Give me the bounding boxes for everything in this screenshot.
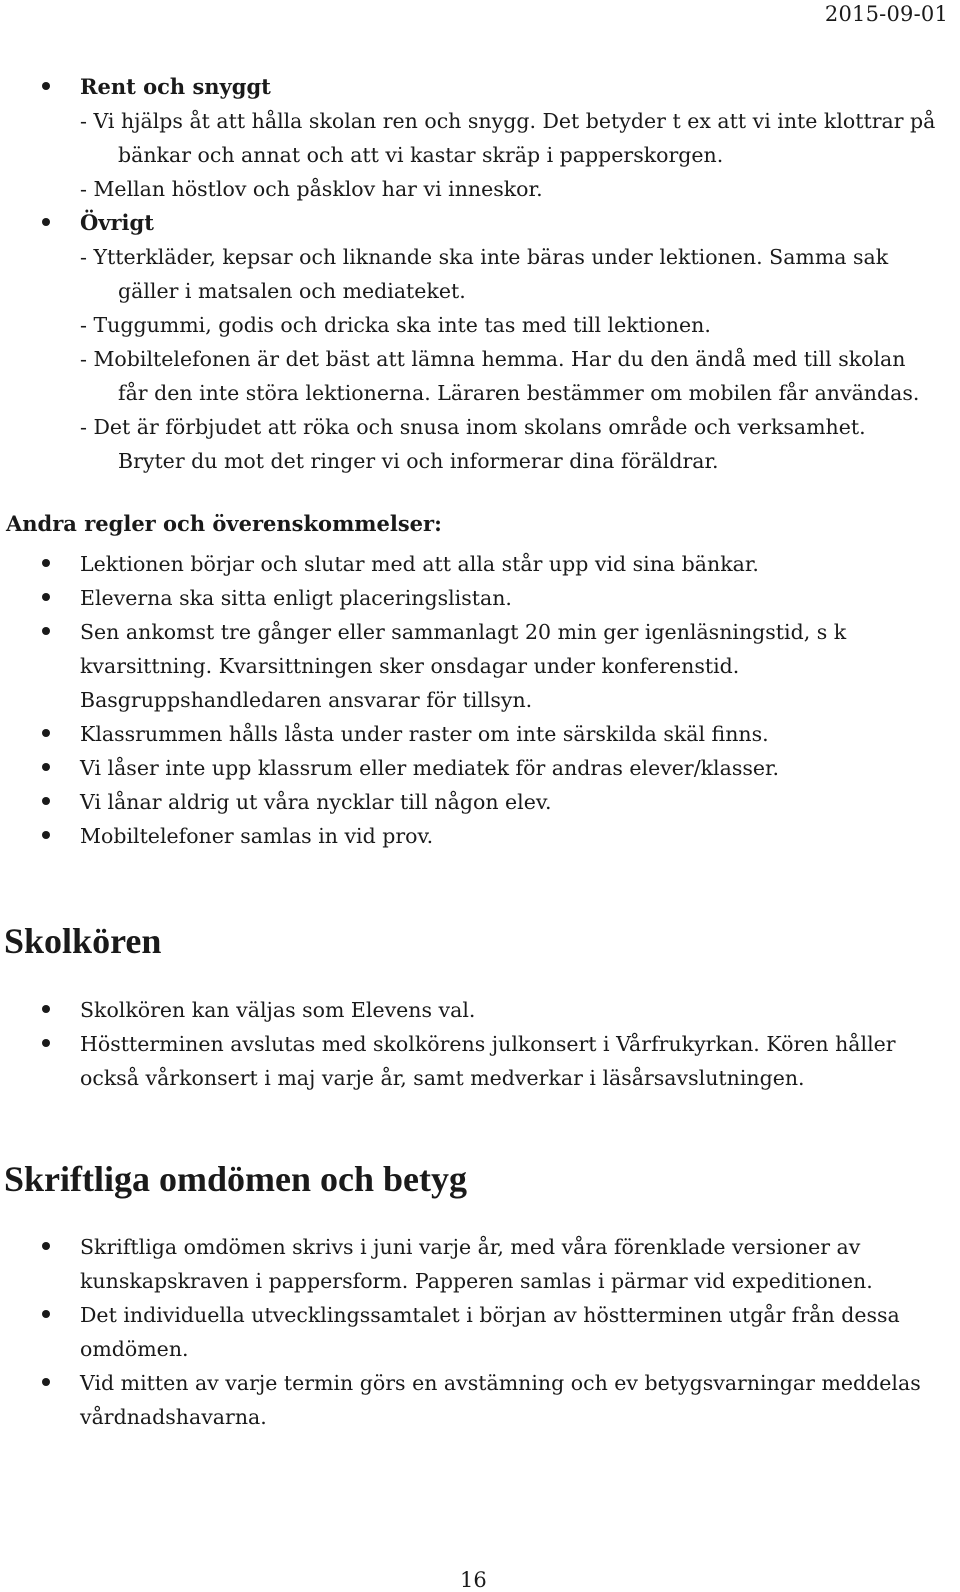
rule-line: bänkar och annat och att vi kastar skräp i papperskorgen. (118, 143, 724, 167)
list-item-text: Eleverna ska sitta enligt placeringslistan. (80, 586, 512, 610)
list-item-text: Vi lånar aldrig ut våra nycklar till någon elev. (80, 790, 552, 814)
rule-line: - Mobiltelefonen är det bäst att lämna hemma. Har du den ändå med till skolan (80, 347, 906, 371)
section-heading-grades: Skriftliga omdömen och betyg (4, 1159, 467, 1199)
rule-line: - Ytterkläder, kepsar och liknande ska inte bäras under lektionen. Samma sak (80, 245, 889, 269)
bullet-icon (42, 1039, 50, 1047)
rule-line: - Mellan höstlov och påsklov har vi inneskor. (80, 177, 543, 201)
list-item (0, 1298, 960, 1366)
list-item-text: Klassrummen hålls låsta under raster om inte särskilda skäl finns. (80, 722, 769, 746)
bullet-icon (42, 218, 50, 226)
list-item-text: kvarsittning. Kvarsittningen sker onsdagar under konferenstid. (80, 654, 740, 678)
list-item-text: vårdnadshavarna. (80, 1405, 267, 1429)
bullet-icon (42, 831, 50, 839)
rule-line: - Tuggummi, godis och dricka ska inte tas med till lektionen. (80, 313, 711, 337)
list-item-text: Vid mitten av varje termin görs en avstämning och ev betygsvarningar meddelas (80, 1371, 921, 1395)
bullet-icon (42, 729, 50, 737)
section-heading-other-rules: Andra regler och överenskommelser: (6, 511, 442, 536)
bullet-icon (42, 627, 50, 635)
list-item-text: Vi låser inte upp klassrum eller mediatek för andras elever/klasser. (80, 756, 780, 780)
list-item (0, 717, 960, 751)
rule-line: - Vi hjälps åt att hålla skolan ren och snygg. Det betyder t ex att vi inte klottrar på (80, 109, 936, 133)
list-item-text: Skolkören kan väljas som Elevens val. (80, 998, 476, 1022)
bullet-icon (42, 797, 50, 805)
bullet-icon (42, 1310, 50, 1318)
bullet-icon (42, 1242, 50, 1250)
section-heading-choir: Skolkören (4, 921, 162, 961)
bullet-icon (42, 1005, 50, 1013)
header-date: 2015-09-01 (824, 2, 948, 26)
rule-line: Bryter du mot det ringer vi och informerar dina föräldrar. (118, 449, 719, 473)
list-item-text: Sen ankomst tre gånger eller sammanlagt 20 min ger igenläsningstid, s k (80, 620, 847, 644)
list-item-text: Skriftliga omdömen skrivs i juni varje år, med våra förenklade versioner av (80, 1235, 861, 1259)
bullet-icon (42, 763, 50, 771)
rule-line: får den inte störa lektionerna. Läraren bestämmer om mobilen får användas. (118, 381, 920, 405)
list-item-text: kunskapskraven i pappersform. Papperen samlas i pärmar vid expeditionen. (80, 1269, 873, 1293)
list-item (0, 615, 960, 717)
list-item (0, 819, 960, 853)
rule-line: - Det är förbjudet att röka och snusa inom skolans område och verksamhet. (80, 415, 866, 439)
list-item-text: omdömen. (80, 1337, 189, 1361)
list-item (0, 993, 960, 1027)
list-item-text: Lektionen börjar och slutar med att alla står upp vid sina bänkar. (80, 552, 759, 576)
list-item-text: Basgruppshandledaren ansvarar för tillsyn. (80, 688, 533, 712)
list-item (0, 1230, 960, 1298)
list-item (0, 581, 960, 615)
bullet-icon (42, 559, 50, 567)
list-item-text: Det individuella utvecklingssamtalet i början av höstterminen utgår från dessa (80, 1303, 900, 1327)
choir-list (0, 993, 960, 1095)
other-rules-list (0, 547, 960, 853)
page-number: 16 (460, 1568, 487, 1592)
rule-line: gäller i matsalen och mediateket. (118, 279, 466, 303)
list-item (0, 1366, 960, 1434)
rule-group-title: Övrigt (80, 210, 154, 235)
list-item-text: Höstterminen avslutas med skolkörens julkonsert i Vårfrukyrkan. Kören håller (80, 1032, 896, 1056)
list-item (0, 751, 960, 785)
rule-group (0, 206, 960, 478)
bullet-icon (42, 593, 50, 601)
list-item (0, 547, 960, 581)
list-item (0, 785, 960, 819)
list-item-text: också vårkonsert i maj varje år, samt medverkar i läsårsavslutningen. (80, 1066, 805, 1090)
grades-list (0, 1230, 960, 1434)
list-item (0, 1027, 960, 1095)
rules-list (0, 70, 960, 478)
bullet-icon (42, 1378, 50, 1386)
bullet-icon (42, 82, 50, 90)
rule-group (0, 70, 960, 206)
rule-group-title: Rent och snyggt (80, 74, 271, 99)
list-item-text: Mobiltelefoner samlas in vid prov. (80, 824, 434, 848)
